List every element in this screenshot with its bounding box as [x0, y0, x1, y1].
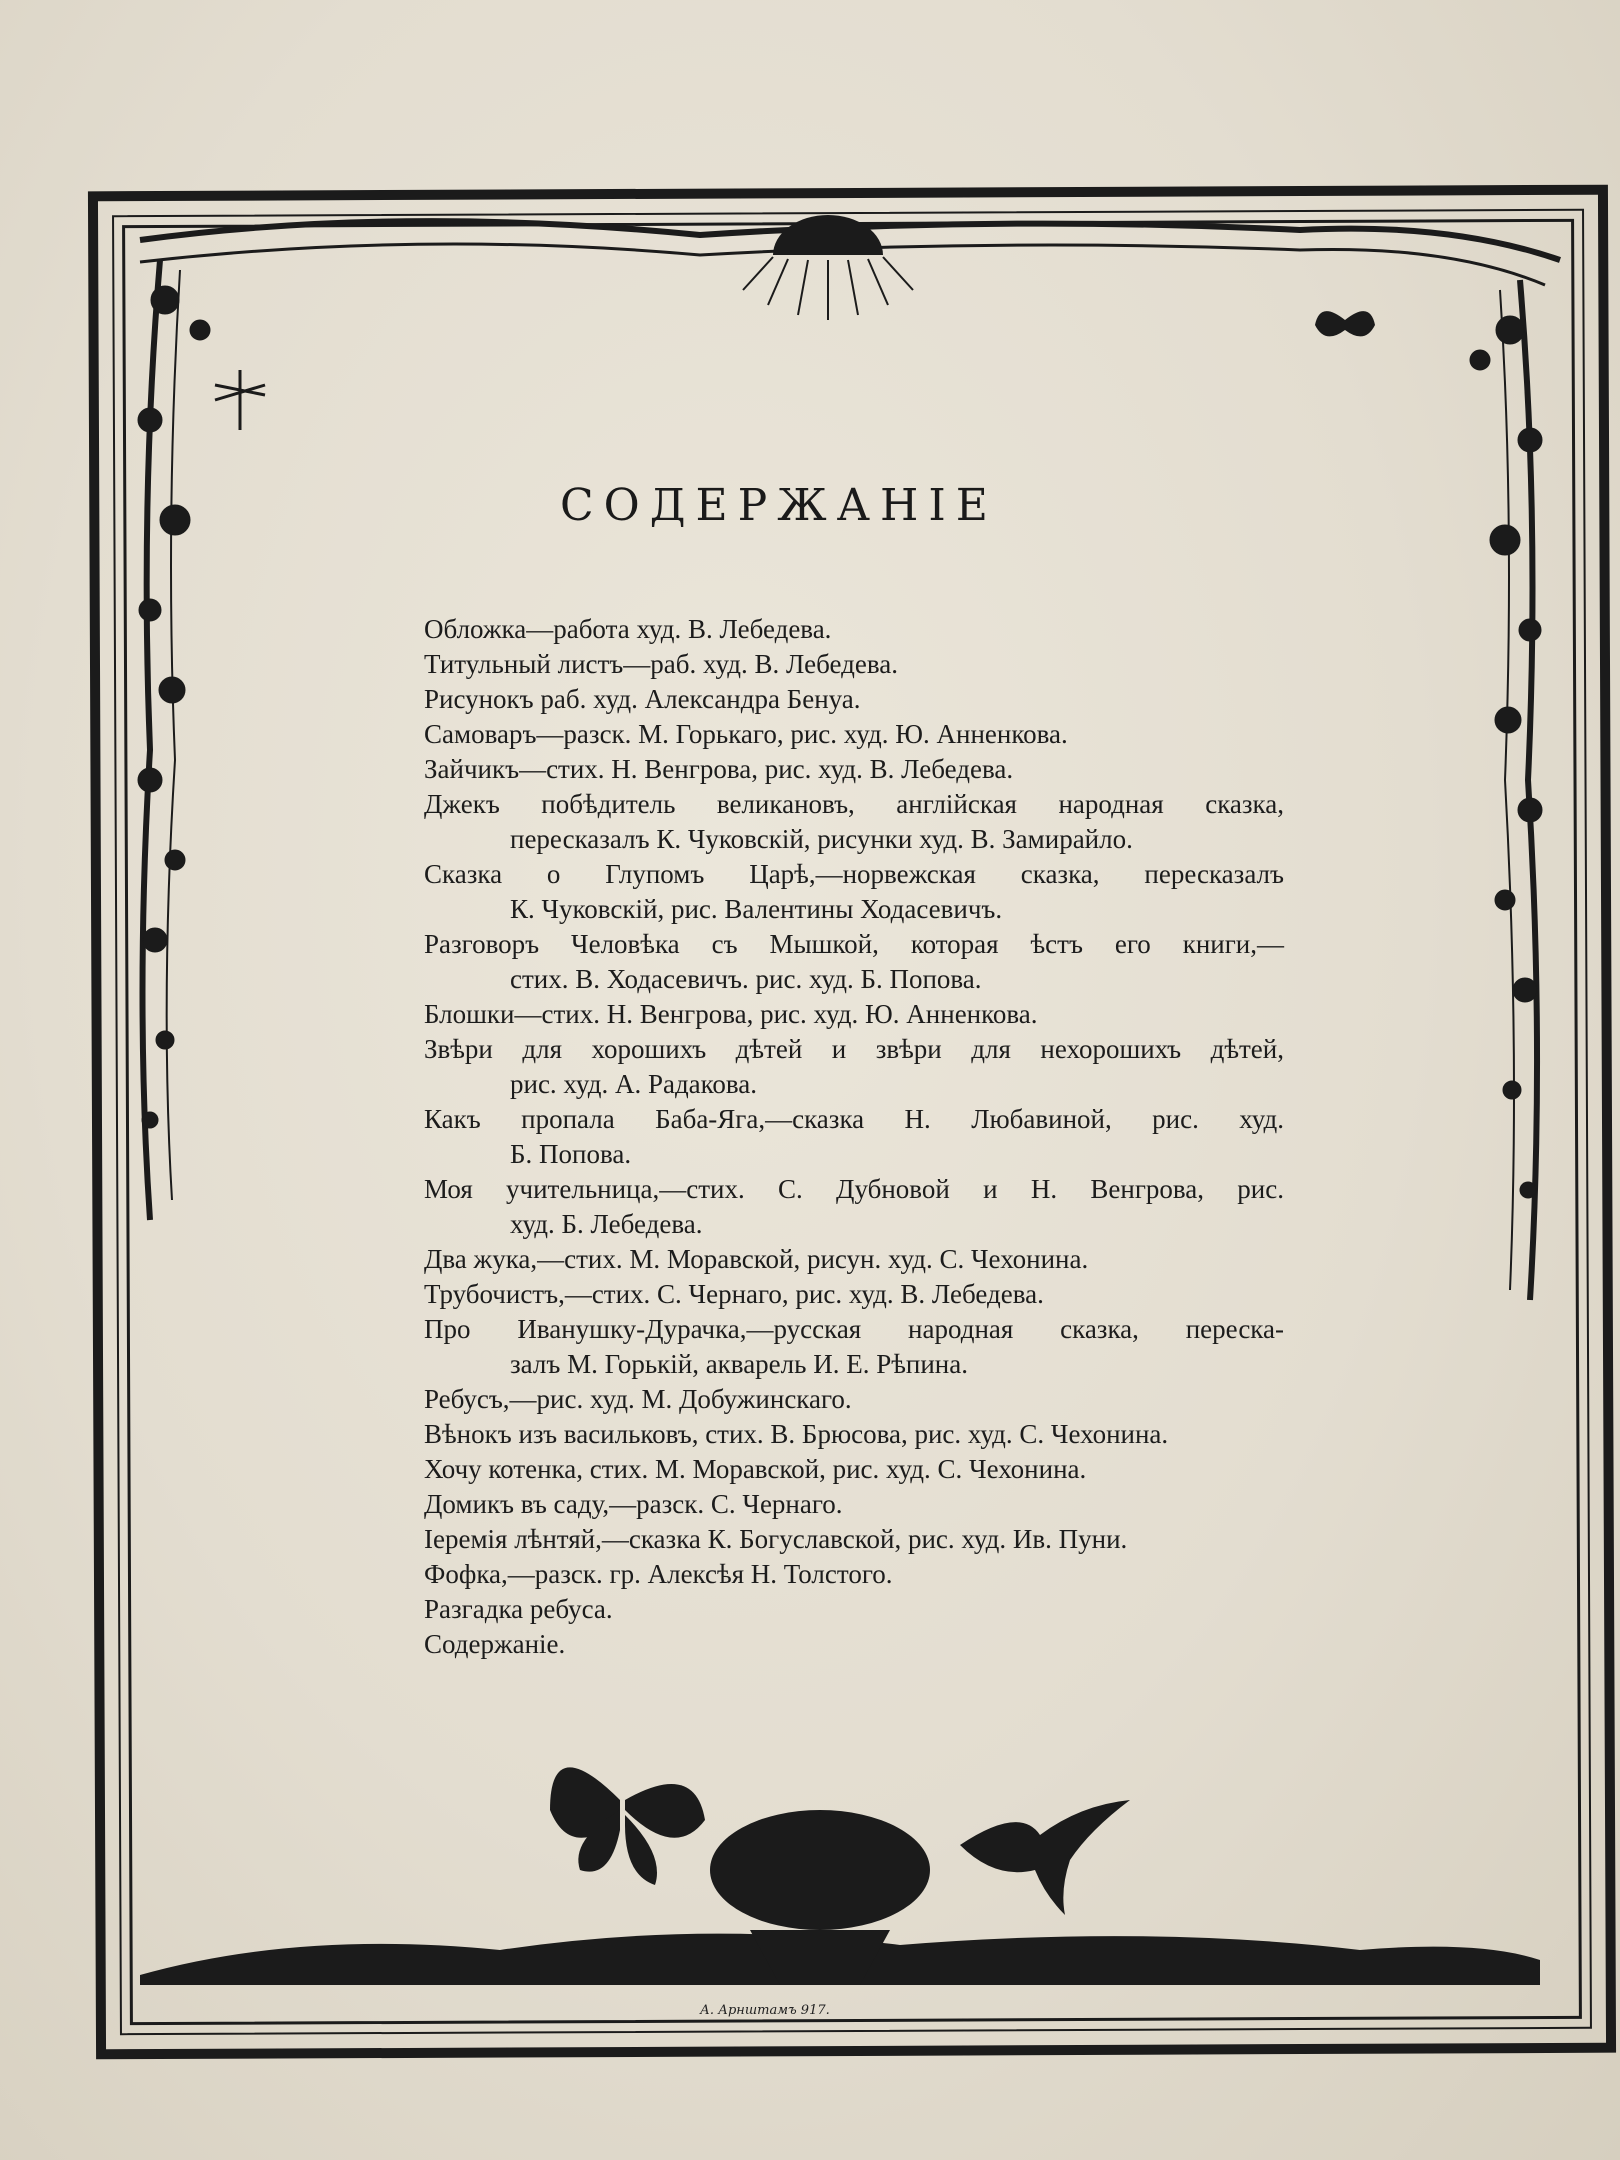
bird-icon	[960, 1800, 1130, 1915]
toc-entry-text: Титульный листъ—раб. худ. В. Лебедева.	[424, 649, 898, 679]
toc-entry	[424, 787, 1284, 857]
toc-entry	[424, 1417, 1284, 1452]
butterfly-icon	[1315, 311, 1375, 336]
toc-entry-continuation: Б. Попова.	[510, 1139, 632, 1169]
toc-entry-text: Разговоръ Человѣка съ Мышкой, которая ѣстъ его книги,—	[424, 929, 1284, 959]
toc-entry-continuation: залъ М. Горькій, акварель И. Е. Рѣпина.	[510, 1349, 968, 1379]
left-vine-border	[138, 260, 210, 1220]
toc-entry-text: Моя учительница,—стих. С. Дубновой и Н. Венгрова, рис.	[424, 1174, 1284, 1204]
toc-entry-text: Іеремія лѣнтяй,—сказка К. Богуславской, рис. худ. Ив. Пуни.	[424, 1524, 1128, 1554]
toc-entry	[424, 1032, 1284, 1102]
toc-entry	[424, 1592, 1284, 1627]
toc-entry-continuation: худ. Б. Лебедева.	[510, 1209, 703, 1239]
toc-entry	[424, 612, 1284, 647]
toc-entry-text: Два жука,—стих. М. Моравской, рисун. худ. С. Чехонина.	[424, 1244, 1089, 1274]
toc-entry-text: Рисунокъ раб. худ. Александра Бенуа.	[424, 684, 861, 714]
large-butterfly-icon	[550, 1767, 705, 1885]
toc-entry-text: Обложка—работа худ. В. Лебедева.	[424, 614, 832, 644]
toc-entry	[424, 1487, 1284, 1522]
toc-entry-text: Джекъ побѣдитель великановъ, англійская народная сказка,	[424, 789, 1284, 819]
toc-entry-text: Блошки—стих. Н. Венгрова, рис. худ. Ю. Анненкова.	[424, 999, 1038, 1029]
toc-entry-text: Содержаніе.	[424, 1629, 566, 1659]
toc-entry	[424, 752, 1284, 787]
toc-entry	[424, 1277, 1284, 1312]
toc-entry	[424, 1627, 1284, 1662]
toc-entry-continuation: К. Чуковскій, рис. Валентины Ходасевичъ.	[510, 894, 1003, 924]
toc-entry	[424, 997, 1284, 1032]
toc-entry	[424, 857, 1284, 927]
toc-entry-continuation: стих. В. Ходасевичъ. рис. худ. Б. Попова.	[510, 964, 982, 994]
toc-entry-text: Разгадка ребуса.	[424, 1594, 613, 1624]
toc-entry-text: Звѣри для хорошихъ дѣтей и звѣри для нехорошихъ дѣтей,	[424, 1034, 1284, 1064]
toc-entry-continuation: пересказалъ К. Чуковскій, рисунки худ. В. Замирайло.	[510, 824, 1133, 854]
toc-entry	[424, 1557, 1284, 1592]
right-vine-border	[1470, 280, 1542, 1300]
toc-entry	[424, 1382, 1284, 1417]
toc-entry	[424, 1172, 1284, 1242]
toc-entry	[424, 647, 1284, 682]
toc-entry-text: Вѣнокъ изъ васильковъ, стих. В. Брюсова, рис. худ. С. Чехонина.	[424, 1419, 1169, 1449]
toc-entry	[424, 927, 1284, 997]
toc-entry-text: Какъ пропала Баба-Яга,—сказка Н. Любавиной, рис. худ.	[424, 1104, 1284, 1134]
artist-signature: А. Арнштамъ 917.	[700, 2003, 830, 2018]
toc-entry-text: Ребусъ,—рис. худ. М. Добужинскаго.	[424, 1384, 852, 1414]
toc-entry-text: Трубочистъ,—стих. С. Чернаго, рис. худ. В. Лебедева.	[424, 1279, 1044, 1309]
toc-entry-text: Зайчикъ—стих. Н. Венгрова, рис. худ. В. Лебедева.	[424, 754, 1014, 784]
dragonfly-icon	[215, 370, 265, 430]
toc-entry	[424, 1312, 1284, 1382]
table-of-contents	[424, 612, 1284, 1662]
toc-entry-text: Самоваръ—разск. М. Горькаго, рис. худ. Ю. Анненкова.	[424, 719, 1068, 749]
toc-entry	[424, 1452, 1284, 1487]
toc-entry	[424, 682, 1284, 717]
toc-entry-text: Фофка,—разск. гр. Алексѣя Н. Толстого.	[424, 1559, 893, 1589]
page-title: СОДЕРЖАНІЕ	[560, 480, 998, 531]
toc-entry-text: Сказка о Глупомъ Царѣ,—норвежская сказка, пересказалъ	[424, 859, 1284, 889]
toc-entry	[424, 717, 1284, 752]
toc-entry	[424, 1102, 1284, 1172]
toc-entry-text: Хочу котенка, стих. М. Моравской, рис. худ. С. Чехонина.	[424, 1454, 1087, 1484]
toc-entry-text: Про Иванушку-Дурачка,—русская народная сказка, переска-	[424, 1314, 1284, 1344]
toc-entry	[424, 1522, 1284, 1557]
toc-entry-continuation: рис. худ. А. Радакова.	[510, 1069, 758, 1099]
toc-entry	[424, 1242, 1284, 1277]
toc-entry-text: Домикъ въ саду,—разск. С. Чернаго.	[424, 1489, 843, 1519]
